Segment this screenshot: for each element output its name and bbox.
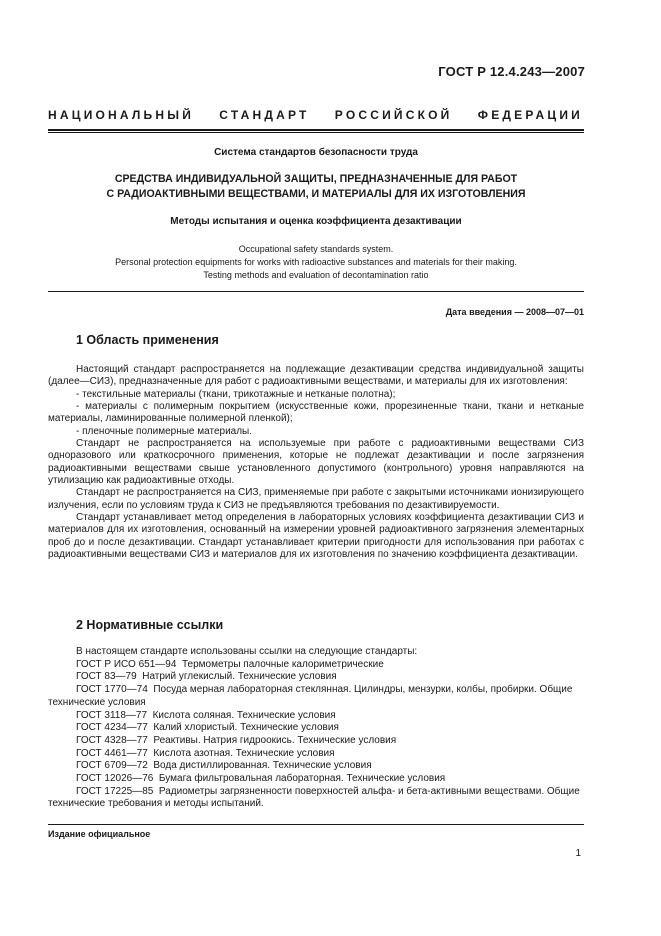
section-2-heading: 2 Нормативные ссылки — [76, 618, 224, 632]
gost-code: ГОСТ Р 12.4.243—2007 — [438, 64, 585, 79]
reference-text: Кислота азотная. Технические условия — [153, 747, 335, 759]
edition-label: Издание официальное — [48, 829, 151, 839]
english-title — [48, 243, 584, 281]
reference-code: ГОСТ 4328—77 — [76, 734, 148, 746]
reference-item — [48, 710, 584, 723]
reference-code: ГОСТ 3118—77 — [76, 709, 148, 721]
list-item: - текстильные материалы (ткани, трикотажные и нетканые полотна); — [76, 388, 396, 400]
introduction-date: Дата введения — 2008—07—01 — [445, 307, 584, 317]
paragraph: Стандарт не распространяется на СИЗ, применяемые при работе с закрытыми источниками ионизирующего излучения, если по условиям труда к СИЗ не предъявляются требования по дезактивируемости. — [48, 487, 584, 511]
reference-code: ГОСТ 6709—72 — [76, 760, 148, 772]
paragraph: Настоящий стандарт распространяется на подлежащие дезактивации средства индивидуальной защиты (далее—СИЗ), предназначенные для работ с радиоактивными веществами, и материалы для их изготовления: — [48, 364, 584, 388]
title-rule — [48, 291, 584, 292]
reference-text: Термометры палочные калориметрические — [181, 658, 384, 670]
footer-rule — [48, 824, 584, 825]
reference-text: Калий хлористый. Технические условия — [153, 722, 339, 734]
reference-item — [48, 735, 584, 748]
section-2-body — [48, 646, 584, 811]
references-intro: В настоящем стандарте использованы ссылки на следующие стандарты: — [76, 646, 418, 657]
reference-item — [48, 659, 584, 672]
reference-code: ГОСТ 12026—76 — [76, 773, 154, 785]
reference-text: Посуда мерная лабораторная стеклянная. Цилиндры, мензурки, колбы, пробирки. Общие технические условия — [48, 684, 573, 708]
reference-text: Кислота соляная. Технические условия — [152, 709, 336, 721]
paragraph: Стандарт не распространяется на используемые при работе с радиоактивными веществами СИЗ одноразового или краткосрочного применения, которые не подлежат дезактивации и после загрязнения радиоактивными веществами свыше установленного допустимого (контрольного) уровня направляются на утилизацию как радиоактивные отходы. — [48, 438, 584, 487]
document-title-line-2: С РАДИОАКТИВНЫМИ ВЕЩЕСТВАМИ, И МАТЕРИАЛЫ ДЛЯ ИХ ИЗГОТОВЛЕНИЯ — [106, 187, 526, 200]
section-1-body — [48, 364, 584, 562]
reference-code: ГОСТ 1770—74 — [76, 684, 148, 696]
paragraph: Стандарт устанавливает метод определения в лабораторных условиях коэффициента дезактивации СИЗ и материалов для их изготовления, основанный на измерении уровней радиоактивного загрязнения элементарных проб до и после дезактивации. Стандарт устанавливает критерии пригодности для использования при работах с радиоактивными веществами СИЗ и материалов для их изготовления по значению коэффициента дезактивации. — [48, 512, 584, 561]
standards-system-title: Система стандартов безопасности труда — [214, 147, 418, 158]
reference-item — [48, 748, 584, 761]
reference-code: ГОСТ 83—79 — [76, 671, 137, 683]
english-title-line-2: Personal protection equipments for works with radioactive substances and materials for their making. — [115, 256, 517, 267]
reference-item — [48, 722, 584, 735]
document-title — [48, 172, 584, 201]
section-1-heading: 1 Область применения — [76, 333, 219, 347]
document-title-line-1: СРЕДСТВА ИНДИВИДУАЛЬНОЙ ЗАЩИТЫ, ПРЕДНАЗНАЧЕННЫЕ ДЛЯ РАБОТ — [114, 173, 518, 185]
reference-code: ГОСТ Р ИСО 651—94 — [76, 658, 177, 670]
national-standard-banner: НАЦИОНАЛЬНЫЙ СТАНДАРТ РОССИЙСКОЙ ФЕДЕРАЦИИ — [48, 108, 583, 122]
header-rule-thin — [48, 132, 584, 133]
reference-item — [48, 760, 584, 773]
reference-code: ГОСТ 4234—77 — [76, 722, 148, 734]
reference-code: ГОСТ 4461—77 — [76, 747, 148, 759]
reference-item — [48, 671, 584, 684]
english-title-line-1: Occupational safety standards system. — [238, 244, 394, 254]
reference-text: Бумага фильтровальная лабораторная. Технические условия — [158, 773, 446, 785]
reference-code: ГОСТ 17225—85 — [76, 785, 154, 797]
page-number: 1 — [575, 848, 581, 859]
reference-item — [48, 786, 584, 811]
reference-item — [48, 684, 584, 709]
reference-text: Вода дистиллированная. Технические условия — [153, 760, 372, 772]
reference-item — [48, 773, 584, 786]
reference-text: Радиометры загрязненности поверхностей альфа- и бета-активными веществами. Общие технические требования и методы испытаний. — [48, 785, 580, 810]
reference-text: Натрий углекислый. Технические условия — [142, 671, 337, 683]
header-rule-thick — [48, 129, 584, 131]
list-item: - пленочные полимерные материалы. — [76, 425, 253, 437]
document-subtitle: Методы испытания и оценка коэффициента дезактивации — [170, 216, 462, 227]
english-title-line-3: Testing methods and evaluation of decontamination ratio — [203, 269, 429, 280]
reference-text: Реактивы. Натрия гидроокись. Технические условия — [153, 734, 397, 746]
list-item: - материалы с полимерным покрытием (искусственные кожи, прорезиненные ткани, ткани и нетканые материалы, ламинированные полимерной пленкой); — [48, 401, 584, 425]
